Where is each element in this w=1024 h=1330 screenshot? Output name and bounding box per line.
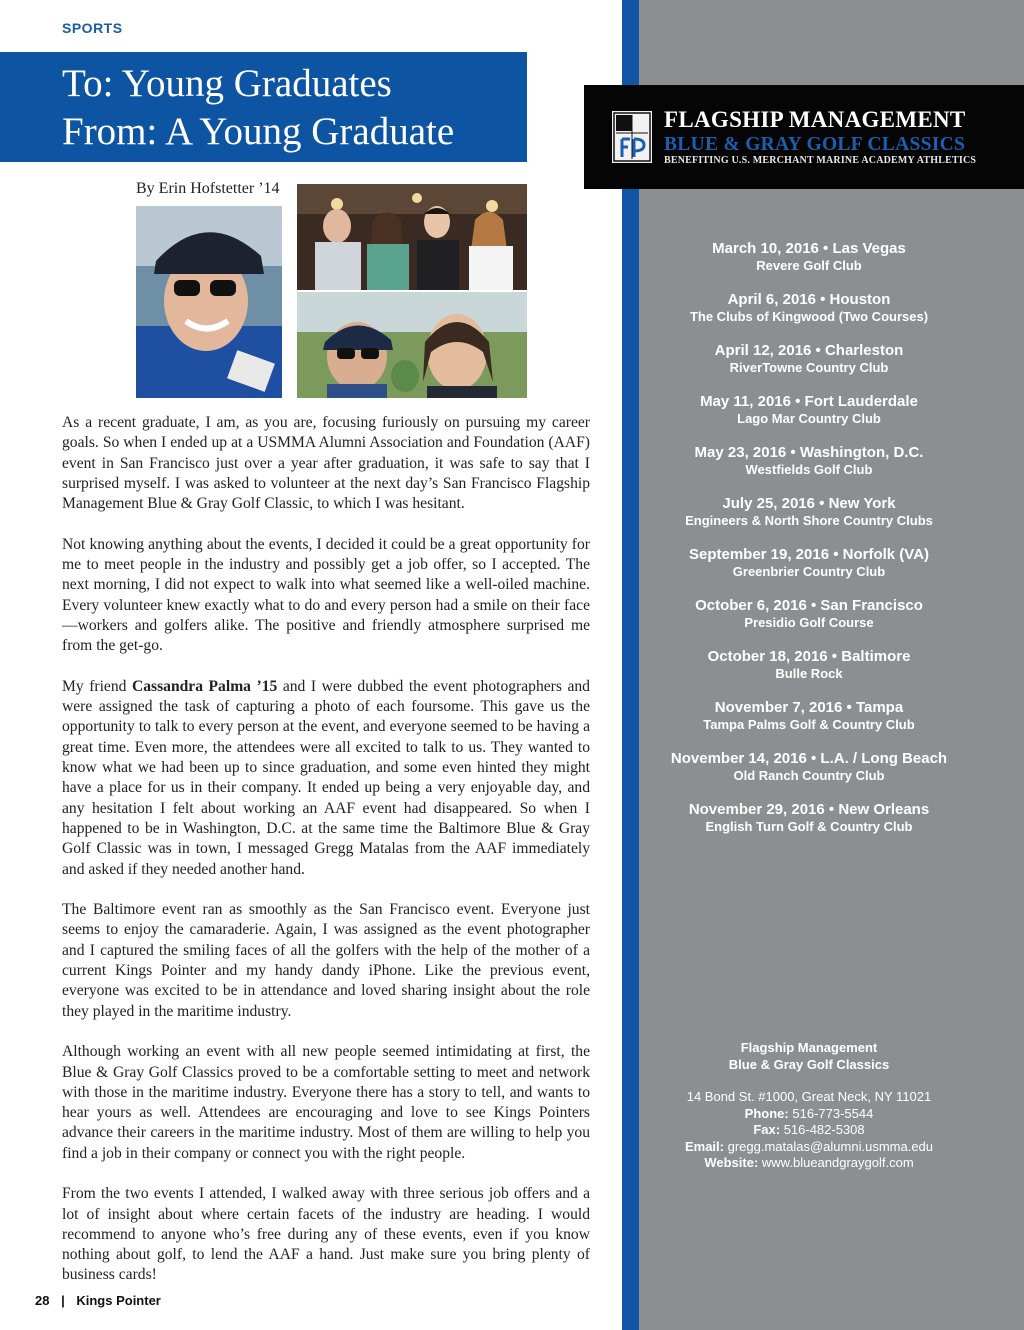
- article-body: [62, 413, 590, 1306]
- event-date: October 18, 2016 • Baltimore: [707, 648, 911, 665]
- publication-name: Kings Pointer: [76, 1293, 161, 1308]
- title-line-2: From: A Young Graduate: [62, 110, 455, 153]
- event-date: May 11, 2016 • Fort Lauderdale: [700, 393, 918, 410]
- logo-subtitle: BLUE & GRAY GOLF CLASSICS: [664, 134, 966, 155]
- photo-selfie-woman-cap: [136, 206, 282, 398]
- contact-website: [639, 1155, 979, 1172]
- event-item: [639, 393, 979, 444]
- event-item: [639, 495, 979, 546]
- event-item: [639, 546, 979, 597]
- logo-tagline: BENEFITING U.S. MERCHANT MARINE ACADEMY ATHLETICS: [664, 155, 977, 166]
- event-item: [639, 342, 979, 393]
- event-date: July 25, 2016 • New York: [722, 495, 896, 512]
- footer-separator: |: [61, 1293, 65, 1308]
- contact-org-subtitle: Blue & Gray Golf Classics: [728, 1056, 890, 1072]
- article-text: My friend: [62, 677, 132, 695]
- event-venue: Presidio Golf Course: [744, 615, 874, 630]
- website-value: www.blueandgraygolf.com: [761, 1155, 914, 1170]
- event-venue: Old Ranch Country Club: [733, 768, 885, 783]
- contact-org-name: Flagship Management: [740, 1040, 878, 1055]
- event-venue: The Clubs of Kingwood (Two Courses): [689, 309, 929, 324]
- blue-stripe: [622, 0, 639, 1330]
- article-name-highlight: Cassandra Palma ’15: [131, 677, 278, 695]
- event-venue: Westfields Golf Club: [745, 462, 873, 477]
- article-paragraph: From the two events I attended, I walked away with three serious job offers and a lot of insight about where certain facets of the industry are heading. I would recommend to anyone who’s free during any of these events, even if you know nothing about golf, to lend the AAF a hand. Just make sure you bring plenty of business cards!: [62, 1185, 590, 1284]
- event-item: [639, 648, 979, 699]
- article-paragraph: Although working an event with all new people seemed intimidating at first, the Blue & Gray Golf Classics proved to be a comfortable setting to meet and network with those in the maritime industry. Everyone there has a story to tell, and wants to hear yours as well. Attendees are encouraging and love to see Kings Pointers advance their careers in the maritime industry. Most of them are willing to help you find a job in their company or connect you with the right people.: [62, 1043, 590, 1162]
- event-date: November 29, 2016 • New Orleans: [688, 801, 930, 818]
- flag-emblem-icon: [612, 111, 652, 163]
- event-item: [639, 444, 979, 495]
- event-item: [639, 699, 979, 750]
- event-date: October 6, 2016 • San Francisco: [695, 597, 923, 614]
- event-venue: Revere Golf Club: [756, 258, 862, 273]
- article-paragraph: As a recent graduate, I am, as you are, focusing furiously on pursuing my career goals. So when I ended up at a USMMA Alumni Association and Foundation (AAF) event in San Francisco just over a year after graduation, it was safe to say that I surprised myself. I was asked to volunteer at the next day’s San Francisco Flagship Management Blue & Gray Golf Classic, to which I was hesitant.: [62, 414, 590, 513]
- event-venue: Engineers & North Shore Country Clubs: [685, 513, 933, 528]
- contact-phone: [639, 1106, 979, 1123]
- contact-email: [639, 1139, 979, 1156]
- event-date: March 10, 2016 • Las Vegas: [712, 240, 906, 257]
- event-item: [639, 750, 979, 801]
- event-venue: Tampa Palms Golf & Country Club: [703, 717, 915, 732]
- event-venue: English Turn Golf & Country Club: [705, 819, 913, 834]
- contact-block: [639, 1040, 979, 1172]
- contact-fax: [639, 1122, 979, 1139]
- photo-selfie-two-women: [297, 292, 527, 398]
- event-date: April 12, 2016 • Charleston: [714, 342, 904, 359]
- article-paragraph: Not knowing anything about the events, I decided it could be a great opportunity for me to meet people in the industry and possibly get a job offer, so I accepted. The next morning, I did not expect to walk into what seemed like a well-oiled machine. Every volunteer knew exactly what to do and every person had a smile on their face—workers and golfers alike. The positive and friendly atmosphere surprised me from the get-go.: [62, 535, 590, 655]
- event-schedule: [639, 240, 979, 852]
- event-item: [639, 240, 979, 291]
- section-label: SPORTS: [62, 20, 123, 36]
- phone-value: 516-773-5544: [792, 1105, 874, 1121]
- email-value: gregg.matalas@alumni.usmma.edu: [727, 1138, 934, 1154]
- event-date: September 19, 2016 • Norfolk (VA): [688, 546, 930, 563]
- logo-title: FLAGSHIP MANAGEMENT: [664, 107, 966, 132]
- article-paragraph: [62, 677, 590, 880]
- article-text: and I were dubbed the event photographers and were assigned the task of capturing a photo of each foursome. This gave us the opportunity to talk to every person at the event, and everyone seemed to be having a great time. Even more, the attendees were all excited to talk to us. They wanted to know what we had been up to since graduation, and some even hinted they might have a place for us in their company. It ended up being a very enjoyable day, and any hesitation I felt about working an AAF event had disappeared. So when I happened to be in Washington, D.C. at the same time the Baltimore Blue & Gray Golf Classic was in town, I messaged Gregg Matalas from the AAF immediately and asked if they needed another hand.: [62, 677, 590, 878]
- article-paragraph: The Baltimore event ran as smoothly as the San Francisco event. Everyone just seems to enjoy the camaraderie. Again, I was assigned as the event photographer and I captured the smiling faces of all the golfers with the help of the mother of a current Kings Pointer and my handy dandy iPhone. Like the previous event, everyone was excited to be in attendance and loved sharing insight about the role they played in the maritime industry.: [62, 901, 590, 1020]
- contact-address: 14 Bond St. #1000, Great Neck, NY 11021: [686, 1089, 932, 1104]
- article-title: [0, 52, 527, 162]
- event-date: May 23, 2016 • Washington, D.C.: [694, 444, 924, 461]
- page-footer: [35, 1293, 161, 1308]
- phone-label: Phone:: [744, 1105, 789, 1121]
- event-venue: RiverTowne Country Club: [729, 360, 889, 375]
- event-date: November 7, 2016 • Tampa: [714, 699, 904, 716]
- website-label: Website:: [704, 1155, 759, 1170]
- page-number: 28: [35, 1293, 50, 1308]
- event-venue: Lago Mar Country Club: [737, 411, 881, 426]
- fax-value: 516-482-5308: [783, 1122, 865, 1137]
- photo-group-four: [297, 184, 527, 290]
- flagship-logo-banner: [584, 85, 1024, 189]
- event-date: April 6, 2016 • Houston: [727, 291, 891, 308]
- fax-label: Fax:: [753, 1122, 781, 1137]
- event-item: [639, 291, 979, 342]
- event-item: [639, 597, 979, 648]
- byline: By Erin Hofstetter ’14: [136, 180, 280, 197]
- title-line-1: To: Young Graduates: [62, 62, 392, 105]
- event-item: [639, 801, 979, 852]
- event-venue: Greenbrier Country Club: [732, 564, 886, 579]
- event-date: November 14, 2016 • L.A. / Long Beach: [670, 750, 948, 767]
- event-venue: Bulle Rock: [775, 666, 843, 681]
- email-label: Email:: [684, 1138, 724, 1154]
